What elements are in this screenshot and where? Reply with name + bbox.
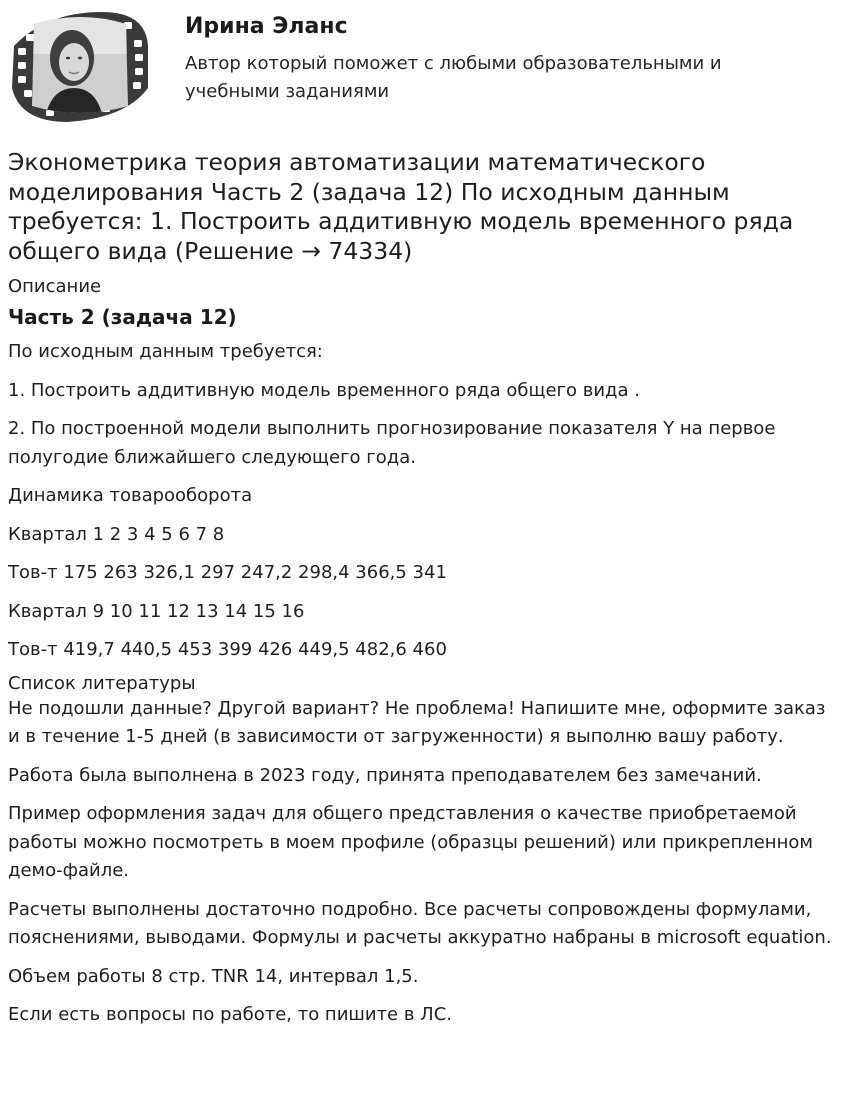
task-data-row: Квартал 1 2 3 4 5 6 7 8 — [8, 523, 225, 545]
info-paragraph: Не подошли данные? Другой вариант? Не проблема! Напишите мне, оформите заказ и в течение 1-5 дней (в зависимости от загруженности) я выполню вашу работу. — [8, 697, 826, 747]
task-data-row: Тов-т 175 263 326,1 297 247,2 298,4 366,5 341 — [8, 562, 447, 583]
task-data-row: Тов-т 419,7 440,5 453 399 426 449,5 482,6 460 — [8, 639, 447, 660]
task-paragraph: По исходным данным требуется: — [8, 341, 323, 362]
page-title: Эконометрика теория автоматизации математического моделирования Часть 2 (задача 12) По исходным данным требуется: 1. Построить аддитивную модель временного ряда общего вида (Решение → 74334) — [8, 148, 794, 265]
task-heading: Часть 2 (задача 12) — [8, 305, 237, 329]
info-paragraph: Расчеты выполнены достаточно подробно. Все расчеты сопровождены формулами, пояснениями, выводами. Формулы и расчеты аккуратно набраны в microsoft equation. — [8, 898, 832, 948]
literature-label: Список литературы — [8, 672, 196, 694]
page-content — [8, 148, 838, 1030]
task-paragraph: Динамика товарооборота — [8, 485, 253, 506]
author-avatar[interactable] — [6, 6, 154, 126]
description-label: Описание — [8, 276, 102, 297]
task-paragraph: 2. По построенной модели выполнить прогнозирование показателя Y на первое полугодие ближайшего следующего года. — [8, 418, 776, 468]
info-paragraph: Объем работы 8 стр. TNR 14, интервал 1,5. — [8, 965, 419, 987]
info-paragraph: Пример оформления задач для общего представления о качестве приобретаемой работы можно посмотреть в моем профиле (образцы решений) или прикрепленном демо-файле. — [8, 803, 813, 881]
task-data-row: Квартал 9 10 11 12 13 14 15 16 — [8, 600, 305, 622]
info-paragraph: Если есть вопросы по работе, то пишите в ЛС. — [8, 1004, 453, 1025]
author-description: Автор который поможет с любыми образовательными и учебными заданиями — [185, 53, 722, 102]
info-paragraph: Работа была выполнена в 2023 году, принята преподавателем без замечаний. — [8, 764, 762, 786]
author-name[interactable]: Ирина Эланс — [185, 14, 348, 39]
author-card — [6, 6, 841, 126]
task-paragraph: 1. Построить аддитивную модель временного ряда общего вида . — [8, 379, 640, 401]
